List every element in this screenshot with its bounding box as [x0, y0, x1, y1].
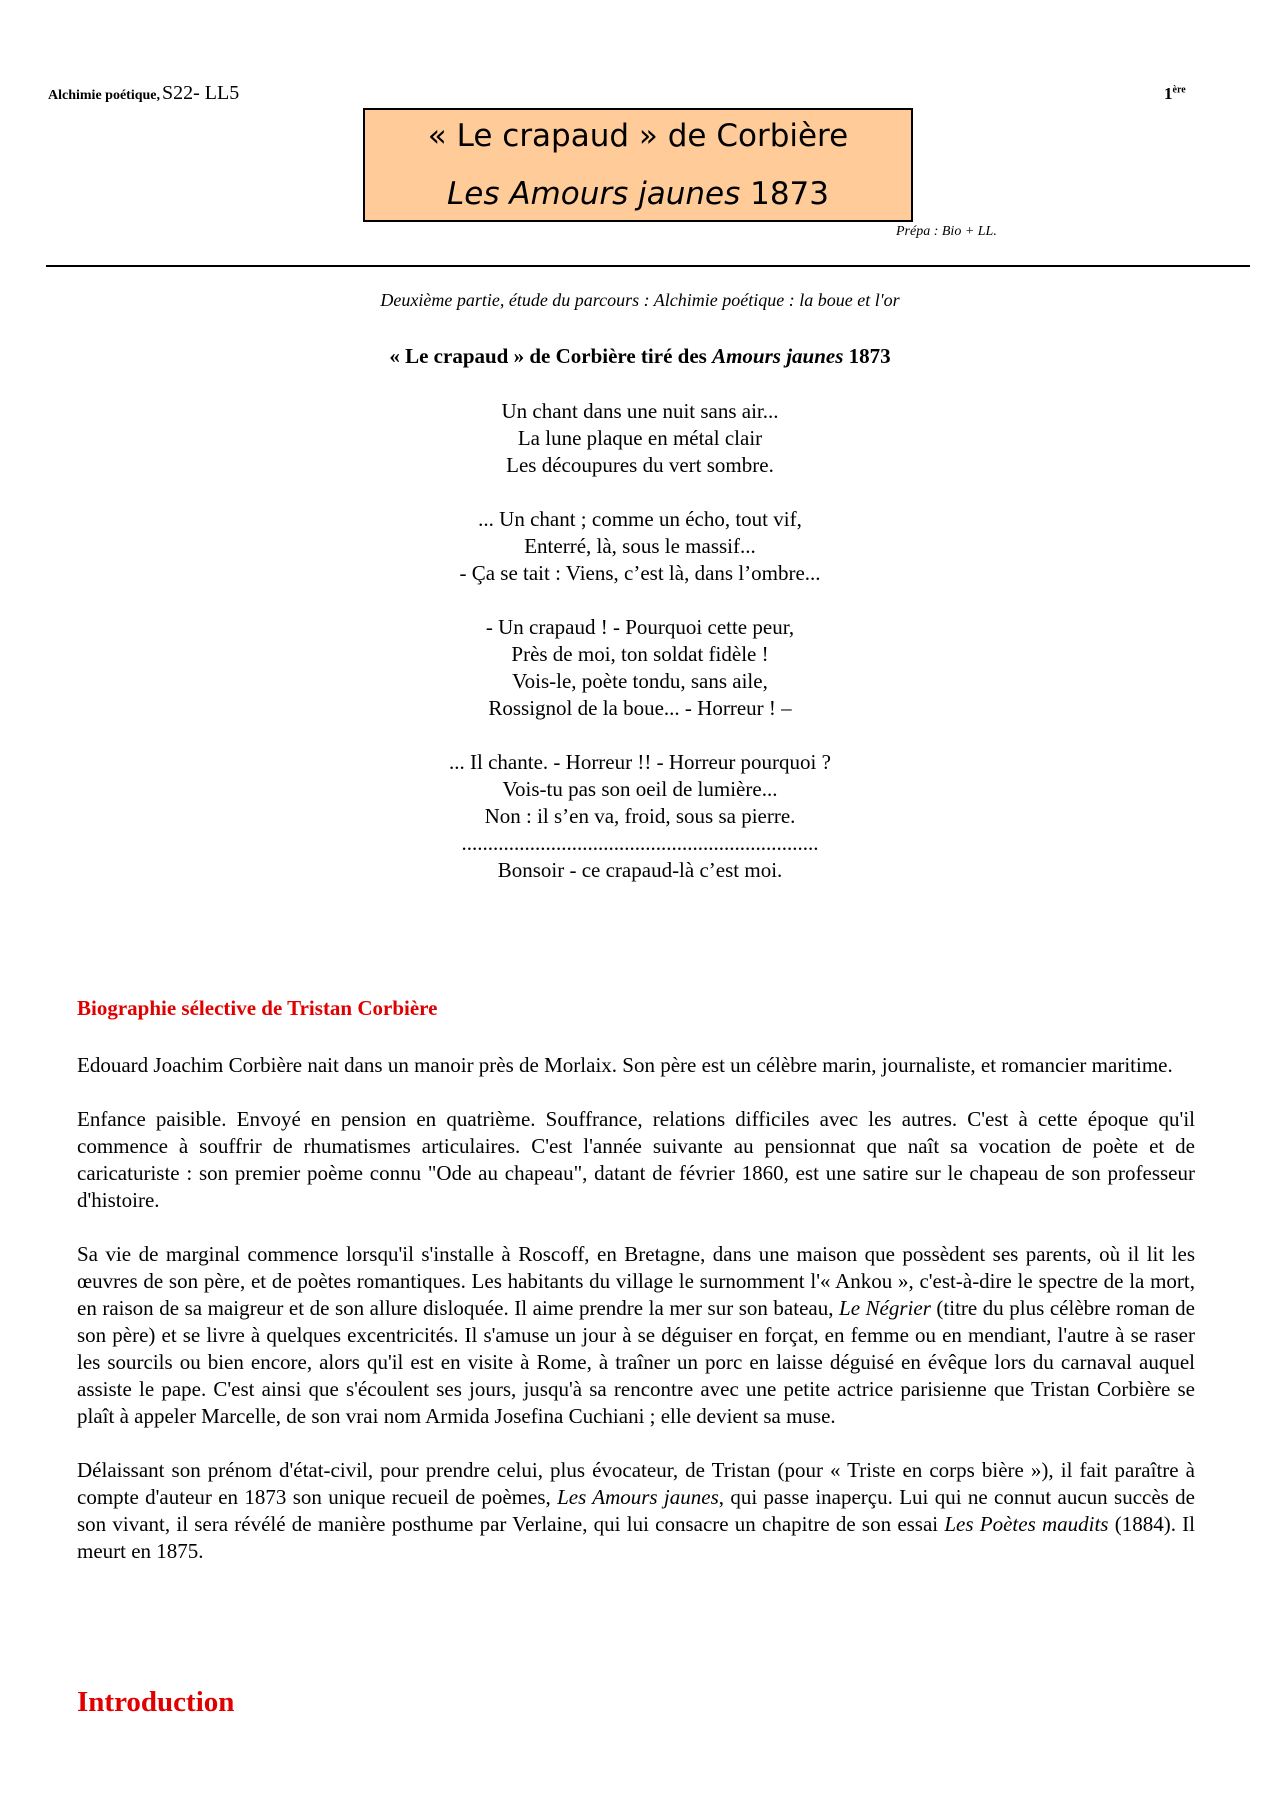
- header-divider: [46, 265, 1250, 267]
- class-level-suffix: ère: [1172, 84, 1186, 96]
- class-level-number: 1: [1164, 84, 1173, 103]
- biography-paragraph-3-part-b: (titre du plus célèbre roman de son père) et se livre à quelques excentricités. Il s'amuse un jour à se déguiser en forçat, en femme ou en mendiant, l'autre à se raser les sourcils ou bien encore, alors qu'il est en visite à Rome, à traîner un porc en laisse déguisé en évêque lors du carnaval auquel assiste le pape. C'est ainsi que s'écoulent ses jours, jusqu'à sa rencontre avec une petite actrice parisienne que Tristan Corbière se plaît à appeler Marcelle, de son vrai nom Armida Josefina Cuchiani ; elle devient sa muse.: [77, 1296, 1195, 1428]
- poem-line: - Ça se tait : Viens, c’est là, dans l’ombre...: [459, 561, 821, 585]
- section-subtitle: Deuxième partie, étude du parcours : Alchimie poétique : la boue et l'or: [380, 290, 900, 310]
- poem-line: Les découpures du vert sombre.: [506, 453, 774, 477]
- poem-line: Vois-tu pas son oeil de lumière...: [502, 777, 778, 801]
- biography-essay-title: Les Poètes maudits: [944, 1512, 1109, 1536]
- poem-line: Près de moi, ton soldat fidèle !: [511, 642, 769, 666]
- poem-line: Vois-le, poète tondu, sans aile,: [512, 669, 768, 693]
- poem-text: [0, 398, 1280, 911]
- poem-line: - Un crapaud ! - Pourquoi cette peur,: [485, 615, 795, 639]
- biography-collection-title: Les Amours jaunes: [557, 1485, 719, 1509]
- header-course-label: [48, 82, 239, 105]
- title-box: [363, 108, 913, 222]
- title-box-collection: Les Amours jaunes: [447, 176, 741, 212]
- poem-stanza-2: [0, 506, 1280, 587]
- biography-paragraph-1: Edouard Joachim Corbière nait dans un manoir près de Morlaix. Son père est un célèbre marin, journaliste, et romancier maritime.: [77, 1053, 1173, 1077]
- biography-paragraph-4-part-b: , qui passe inaperçu. Lui qui ne connut aucun succès de son vivant, il sera révélé de manière posthume par Verlaine, qui lui consacre un chapitre de son essai: [77, 1485, 1195, 1536]
- biography-paragraph-4-part-a: Délaissant son prénom d'état-civil, pour prendre celui, plus évocateur, de Tristan (pour « Triste en corps bière »), il fait paraître à compte d'auteur en 1873 son unique recueil de poèmes,: [77, 1458, 1195, 1509]
- poem-stanza-3: [0, 614, 1280, 722]
- poem-line: La lune plaque en métal clair: [517, 426, 763, 450]
- poem-line: ... Un chant ; comme un écho, tout vif,: [478, 507, 802, 531]
- introduction-heading: Introduction: [77, 1686, 235, 1718]
- header-sequence-title: Alchimie poétique,: [48, 88, 160, 103]
- biography-paragraph-4: [77, 1457, 1195, 1565]
- biography-paragraph-3-part-a: Sa vie de marginal commence lorsqu'il s'installe à Roscoff, en Bretagne, dans une maison que possèdent ses parents, où il lit les œuvres de son père, et de poètes romantiques. Les habitants du village le surnomment l'« Ankou », c'est-à-dire le spectre de la mort, en raison de sa maigreur et de son allure disloquée. Il aime prendre la mer sur son bateau,: [77, 1242, 1195, 1320]
- biography-paragraph-2: Enfance paisible. Envoyé en pension en quatrième. Souffrance, relations difficiles avec les autres. C'est à cette époque qu'il commence à souffrir de rhumatismes articulaires. C'est l'année suivante au pensionnat que naît sa vocation de poète et de caricaturiste : son premier poème connu "Ode au chapeau", datant de février 1860, est une satire sur le chapeau de son professeur d'histoire.: [77, 1107, 1195, 1212]
- header-lesson-code: S22- LL5: [162, 82, 240, 104]
- poem-ellipsis-line: ....................................................................: [461, 831, 819, 855]
- poem-title: [0, 344, 1280, 369]
- poem-line: Non : il s’en va, froid, sous sa pierre.: [484, 804, 796, 828]
- poem-line: ... Il chante. - Horreur !! - Horreur pourquoi ?: [449, 750, 831, 774]
- poem-stanza-1: [0, 398, 1280, 479]
- poem-title-suffix: 1873: [843, 344, 891, 368]
- biography-paragraph-3: [77, 1241, 1195, 1430]
- prepa-note: Prépa : Bio + LL.: [896, 224, 997, 239]
- title-box-line1: « Le crapaud » de Corbière: [427, 118, 849, 154]
- biography-heading: Biographie sélective de Tristan Corbière: [77, 996, 438, 1020]
- biography-book-title: Le Négrier: [839, 1296, 931, 1320]
- title-box-line2: [365, 172, 911, 216]
- biography-text: [77, 1052, 1195, 1592]
- poem-stanza-4: [0, 749, 1280, 884]
- poem-line: Bonsoir - ce crapaud-là c’est moi.: [497, 858, 783, 882]
- poem-line: Rossignol de la boue... - Horreur ! –: [488, 696, 792, 720]
- header-class-level: [1164, 84, 1186, 104]
- poem-line: Un chant dans une nuit sans air...: [501, 399, 779, 423]
- biography-paragraph-4-part-c: (1884). Il meurt en 1875.: [77, 1512, 1195, 1563]
- poem-title-prefix: « Le crapaud » de Corbière tiré des: [389, 344, 713, 368]
- poem-line: Enterré, là, sous le massif...: [524, 534, 756, 558]
- title-box-year: 1873: [740, 176, 829, 212]
- poem-title-collection: Amours jaunes: [712, 344, 844, 368]
